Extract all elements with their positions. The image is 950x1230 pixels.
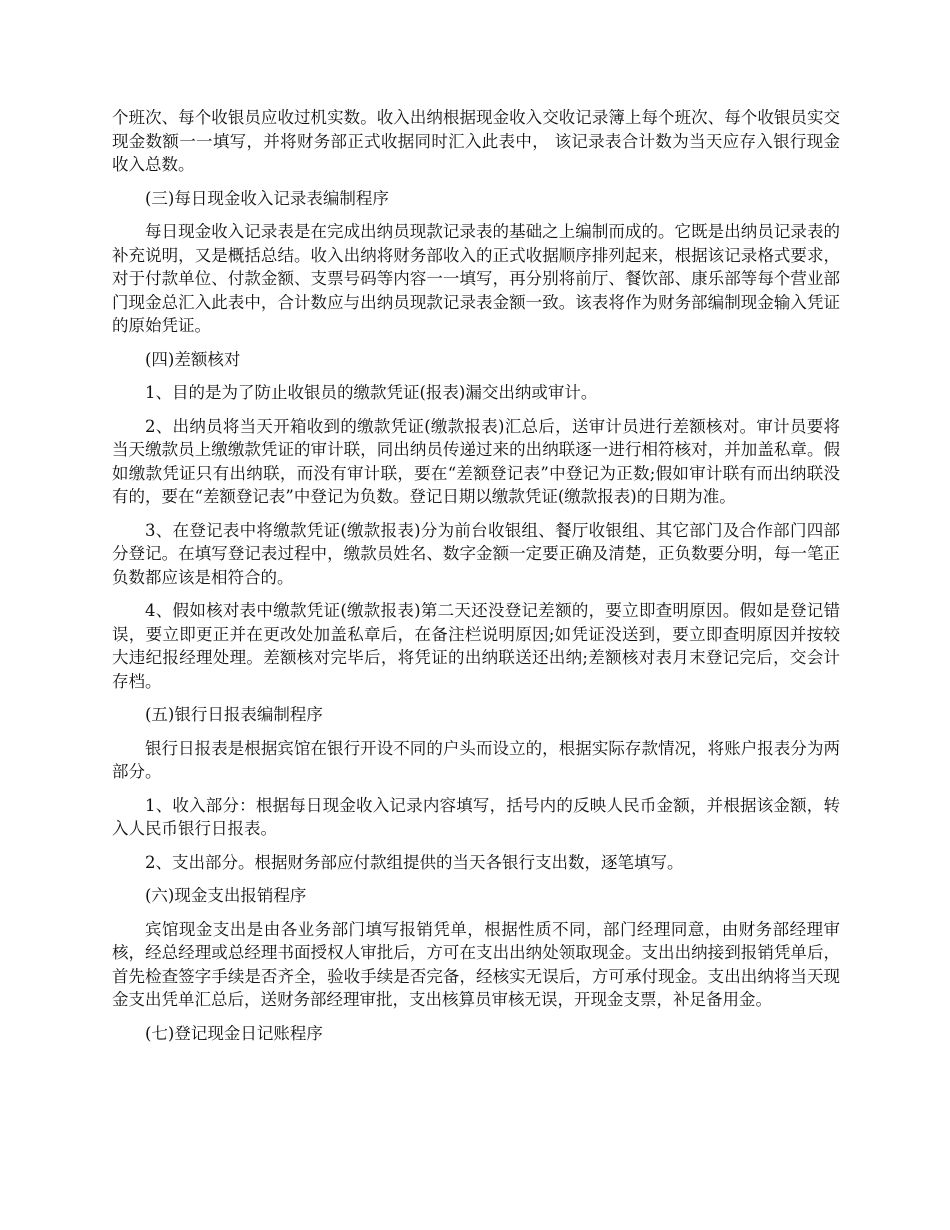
paragraph: 4、假如核对表中缴款凭证(缴款报表)第二天还没登记差额的，要立即查明原因。假如是登记错误，要立即更正并在更改处加盖私章后，在备注栏说明原因;如凭证没送到，要立即查明原因并按较大违纪报经理处理。差额核对完毕后，将凭证的出纳联送还出纳;差额核对表月末登记完后，交会计存档。 bbox=[112, 601, 840, 691]
paragraph: 宾馆现金支出是由各业务部门填写报销凭单，根据性质不同，部门经理同意，由财务部经理审核，经总经理或总经理书面授权人审批后，方可在支出出纳处领取现金。支出出纳接到报销凭单后，首先检查签字手续是否齐全，验收手续是否完备，经核实无误后，方可承付现金。支出出纳将当天现金支出凭单汇总后，送财务部经理审批，支出核算员审核无误，开现金支票，补足备用金。 bbox=[112, 919, 840, 1009]
paragraph: 1、收入部分：根据每日现金收入记录内容填写，括号内的反映人民币金额，并根据该金额，转入人民币银行日报表。 bbox=[112, 795, 840, 838]
paragraph: 每日现金收入记录表是在完成出纳员现款记录表的基础之上编制而成的。它既是出纳员记录表的补充说明，又是概括总结。收入出纳将财务部收入的正式收据顺序排列起来，根据该记录格式要求，对于付款单位、付款金额、支票号码等内容一一填写，再分别将前厅、餐饮部、康乐部等每个营业部门现金总汇入此表中，合计数应与出纳员现款记录表金额一致。该表将作为财务部编制现金输入凭证的原始凭证。 bbox=[112, 222, 840, 335]
section-heading-3: (三)每日现金收入记录表编制程序 bbox=[145, 188, 389, 208]
section-heading-6: (六)现金支出报销程序 bbox=[145, 886, 307, 905]
paragraph: 3、在登记表中将缴款凭证(缴款报表)分为前台收银组、餐厅收银组、其它部门及合作部门四部分登记。在填写登记表过程中，缴款员姓名、数字金额一定要正确及清楚，正负数要分明，每一笔正负数都应该是相符合的。 bbox=[112, 520, 840, 587]
document-page bbox=[112, 106, 840, 1055]
paragraph-continuation: 个班次、每个收银员应收过机实数。收入出纳根据现金收入交收记录簿上每个班次、每个收银员实交现金数额一一填写，并将财务部正式收据同时汇入此表中， 该记录表合计数为当天应存入银行现金收入总数。 bbox=[112, 108, 840, 174]
paragraph: 1、目的是为了防止收银员的缴款凭证(报表)漏交出纳或审计。 bbox=[145, 383, 598, 402]
section-heading-7: (七)登记现金日记账程序 bbox=[145, 1023, 323, 1043]
section-heading-5: (五)银行日报表编制程序 bbox=[145, 705, 323, 724]
paragraph: 2、出纳员将当天开箱收到的缴款凭证(缴款报表)汇总后，送审计员进行差额核对。审计员要将当天缴款员上缴缴款凭证的审计联，同出纳员传递过来的出纳联逐一进行相符核对，并加盖私章。假如缴款凭证只有出纳联，而没有审计联，要在“差额登记表”中登记为正数;假如审计联有而出纳联没有的，要在“差额登记表”中登记为负数。登记日期以缴款凭证(缴款报表)的日期为准。 bbox=[112, 416, 840, 506]
section-heading-4: (四)差额核对 bbox=[145, 349, 241, 369]
paragraph: 2、支出部分。根据财务部应付款组提供的当天各银行支出数，逐笔填写。 bbox=[145, 852, 684, 872]
paragraph: 银行日报表是根据宾馆在银行开设不同的户头而设立的，根据实际存款情况，将账户报表分为两部分。 bbox=[112, 738, 840, 781]
